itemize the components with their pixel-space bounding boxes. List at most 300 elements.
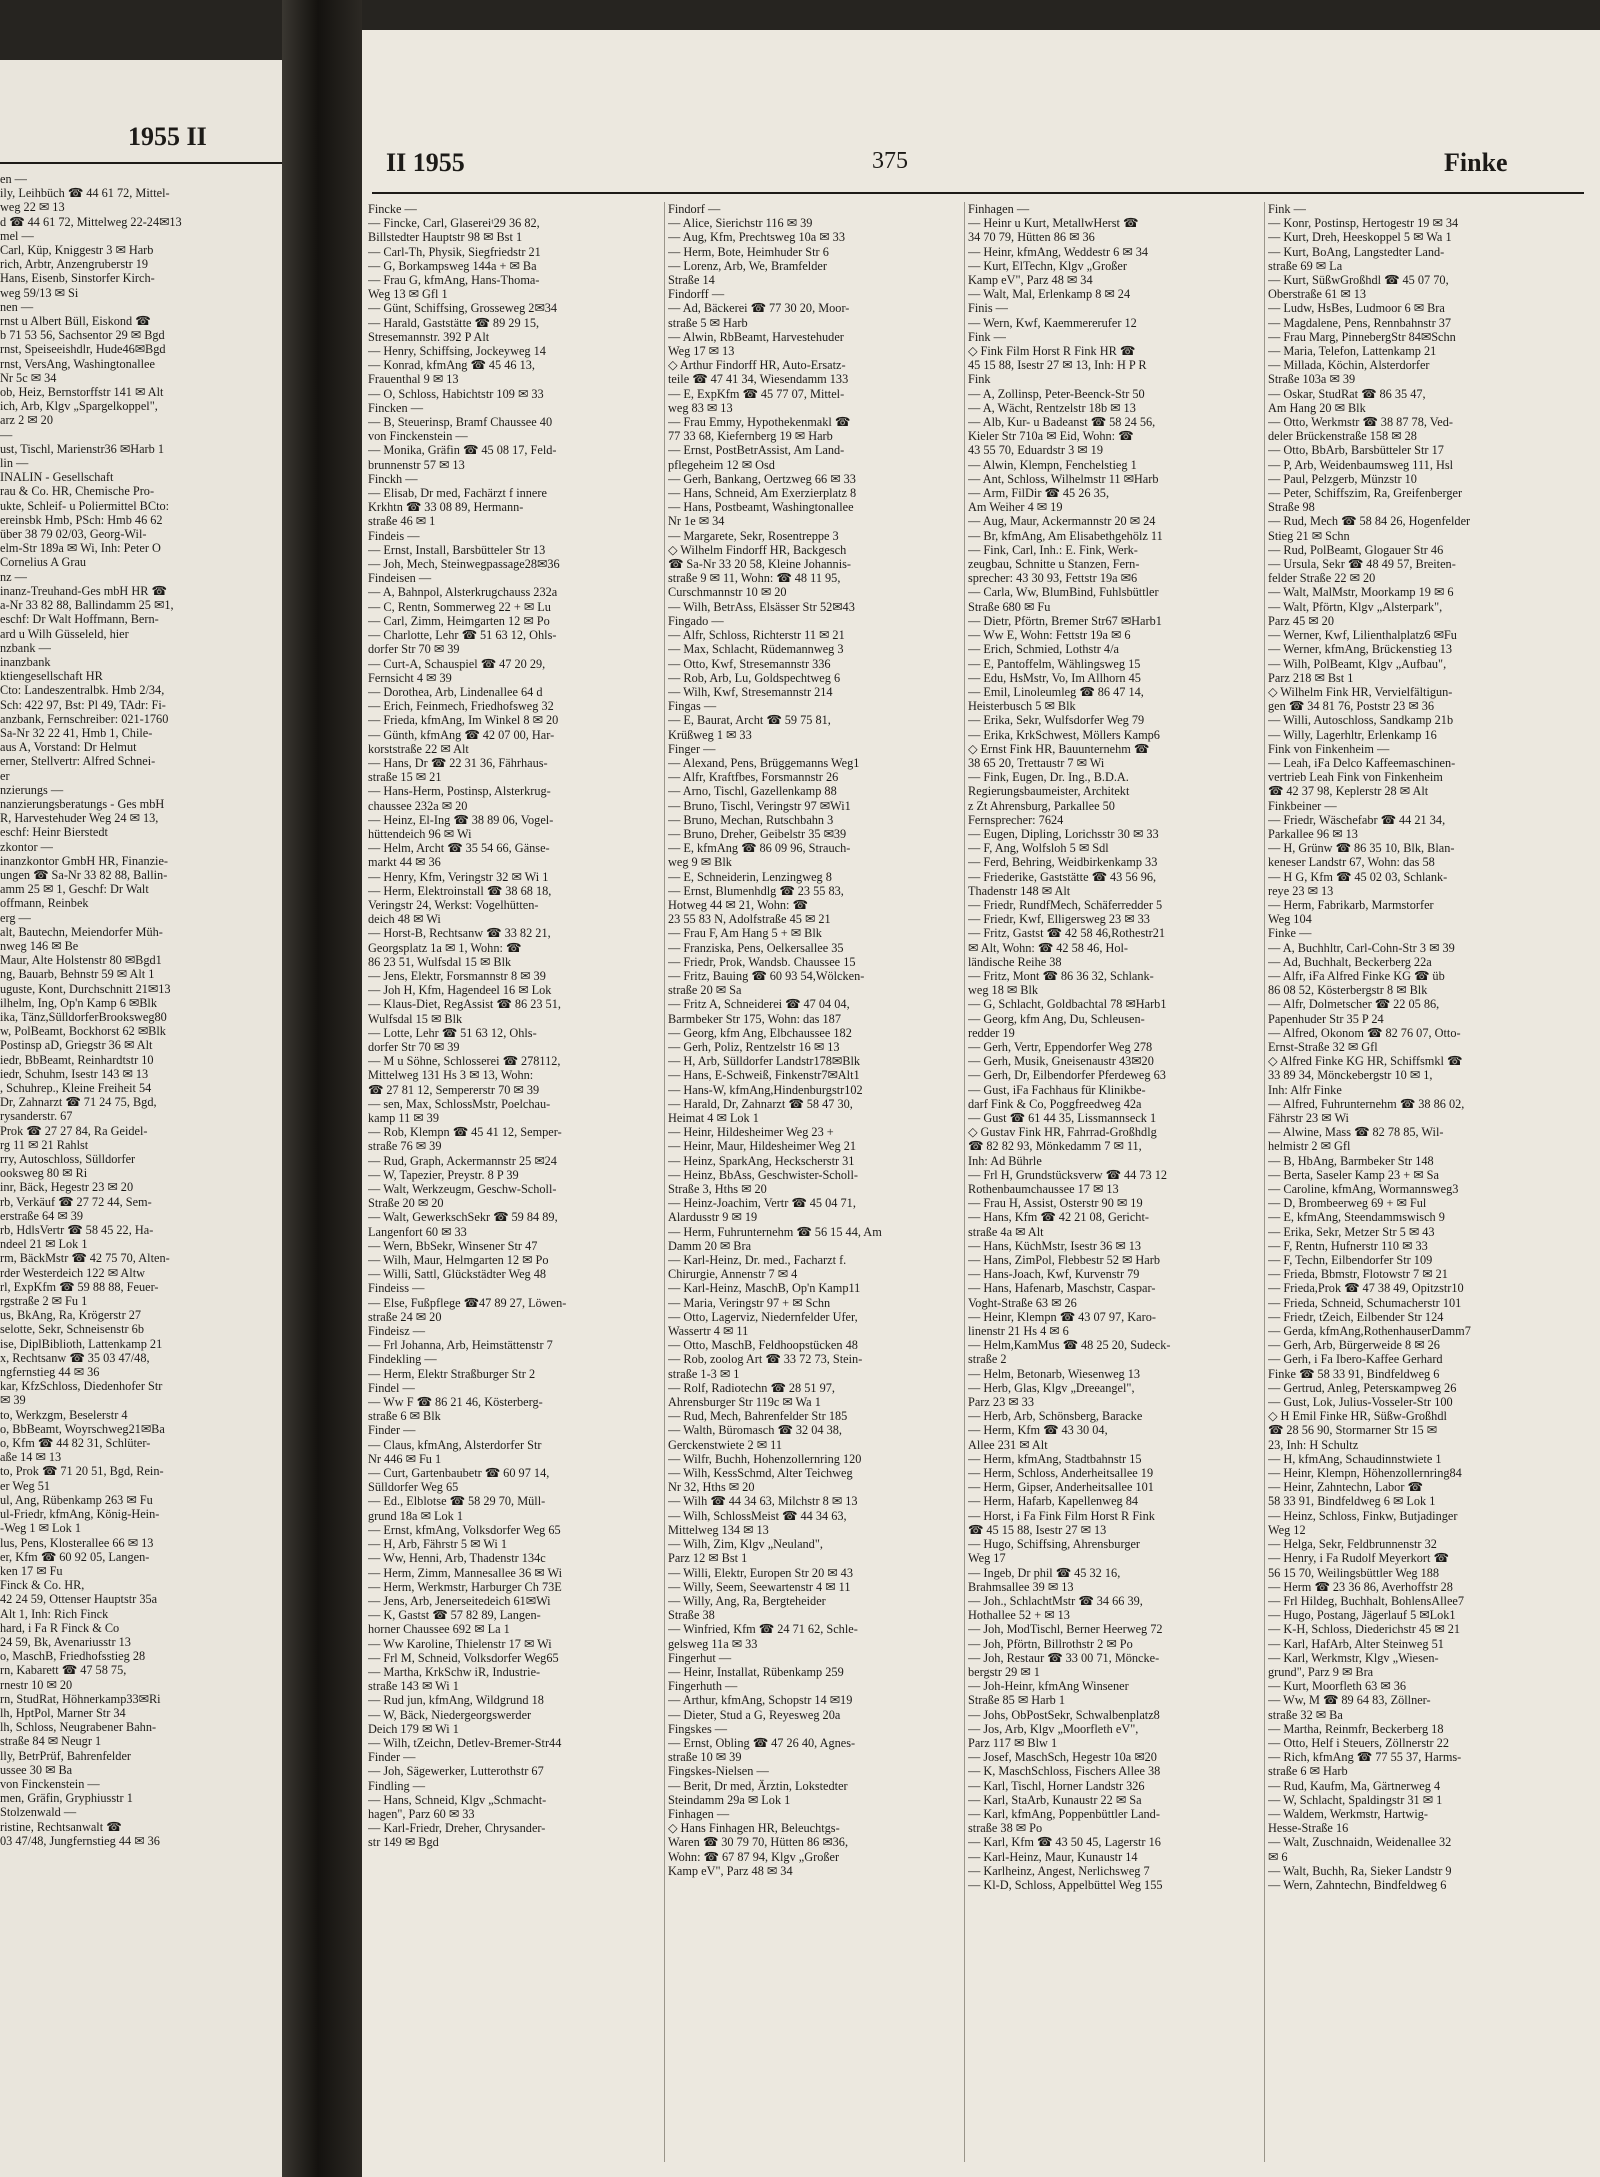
directory-entry-line: keneser Landstr 67, Wohn: das 58 (1268, 855, 1435, 870)
directory-entry-line: — A, Wächt, Rentzelstr 18b ✉ 13 (968, 400, 1136, 415)
directory-entry-line: Finhagen — (668, 1806, 730, 1821)
directory-entry-line: — Helm, Archt ☎ 35 54 66, Gänse- (368, 841, 550, 856)
directory-entry-line: straße 9 ✉ 11, Wohn: ☎ 48 11 95, (668, 571, 841, 586)
directory-entry-line: — Dietr, Pförtn, Bremer Str67 ✉Harb1 (968, 613, 1162, 628)
directory-entry-line: — Harald, Gaststätte ☎ 89 29 15, (368, 315, 540, 330)
directory-entry-line: kamp 11 ✉ 39 (368, 1111, 439, 1125)
directory-entry-line: mel — (0, 228, 34, 243)
directory-entry-line: lin — (0, 456, 29, 471)
directory-entry-line: ☎ 82 82 93, Mönkedamm 7 ✉ 11, (968, 1139, 1142, 1154)
directory-entry-line: lh, Schloss, Neugrabener Bahn- (0, 1720, 157, 1735)
directory-entry-line: — A, Buchhltr, Carl-Cohn-Str 3 ✉ 39 (1268, 940, 1455, 955)
directory-entry-line: ndeel 21 ✉ Lok 1 (0, 1237, 88, 1252)
directory-entry-line: Finder — (368, 1750, 416, 1765)
directory-entry-line: Finck & Co. HR, (0, 1578, 85, 1593)
directory-entry-line: — Karl, StaArb, Kunaustr 22 ✉ Sa (968, 1792, 1142, 1807)
directory-entry-line: — Aug, Kfm, Prechtsweg 10a ✉ 33 (668, 230, 845, 245)
directory-entry-line: sprecher: 43 30 93, Fettstr 19a ✉6 (968, 571, 1138, 586)
directory-entry-line: — Günt, Schiffsing, Grosseweg 2✉34 (368, 301, 558, 316)
directory-entry-line: deich 48 ✉ Wi (368, 912, 441, 927)
directory-entry-line: Krüßweg 1 ✉ 33 (668, 727, 752, 742)
directory-entry-line: — Alfr, Dolmetscher ☎ 22 05 86, (1268, 997, 1440, 1012)
directory-entry-line: — H, Grünw ☎ 86 35 10, Blk, Blan- (1268, 841, 1455, 856)
directory-entry-line: chaussee 232a ✉ 20 (368, 798, 468, 813)
directory-entry-line: Allee 231 ✉ Alt (968, 1437, 1048, 1452)
directory-entry-line: — Walt, Mal, Erlenkamp 8 ✉ 24 (968, 287, 1131, 302)
directory-entry-line: — Heinr, Klempn ☎ 43 07 97, Karo- (968, 1309, 1156, 1324)
directory-entry-line: — Franziska, Pens, Oelkersallee 35 (668, 940, 844, 955)
directory-entry-line: — Herm, Elektr Straßburger Str 2 (368, 1366, 536, 1381)
directory-entry-line: rnst, VersAng, Washingtonallee (0, 356, 155, 371)
directory-entry-line: Fink — (968, 329, 1006, 344)
directory-entry-line: — Fink, Eugen, Dr. Ing., B.D.A. (968, 770, 1129, 785)
directory-entry-line: Parz 45 ✉ 20 (1268, 613, 1334, 628)
directory-entry-line: — Kurt, ElTechn, Klgv „Großer (968, 258, 1127, 273)
directory-entry-line: — Helm,KamMus ☎ 48 25 20, Sudeck- (968, 1338, 1171, 1353)
directory-entry-line: — Johs, ObPostSekr, Schwalbenplatz8 (968, 1707, 1160, 1722)
directory-entry-line: nweg 146 ✉ Be (0, 938, 79, 953)
directory-entry-line: — Frau Emmy, Hypothekenmakl ☎ (668, 415, 851, 430)
directory-entry-line: — Walth, Büromasch ☎ 32 04 38, (668, 1423, 842, 1438)
directory-entry-line: x, Rechtsanw ☎ 35 03 47/48, (0, 1350, 150, 1365)
directory-entry-line: — Hans-Herm, Postinsp, Alsterkrug- (368, 784, 551, 799)
directory-entry-line: — Alexand, Pens, Brüggemanns Weg1 (668, 755, 860, 770)
directory-entry-line: — Erika, KrkSchwest, Möllers Kamp6 (968, 727, 1160, 742)
directory-entry-line: 43 55 70, Eduardstr 3 ✉ 19 (968, 443, 1103, 458)
directory-entry-line: — Magdalene, Pens, Rennbahnstr 37 (1268, 315, 1452, 330)
directory-entry-line: ◇ Hans Finhagen HR, Beleuchtgs- (668, 1821, 840, 1836)
directory-entry-line: Mittelweg 131 Hs 3 ✉ 13, Wohn: (368, 1068, 534, 1083)
directory-entry-line: ✉ 6 (1268, 1849, 1288, 1864)
directory-entry-line: — Eugen, Dipling, Lorichsstr 30 ✉ 33 (968, 826, 1159, 841)
directory-entry-line: vertrieb Leah Fink von Finkenheim (1268, 770, 1443, 785)
directory-entry-line: — Wern, Zahntechn, Bindfeldweg 6 (1268, 1877, 1447, 1892)
directory-entry-line: — Rob, Klempn ☎ 45 41 12, Semper- (368, 1125, 562, 1140)
directory-entry-line: straße 46 ✉ 1 (368, 514, 436, 529)
directory-entry-line: Finder — (368, 1423, 416, 1438)
directory-entry-line: Finger — (668, 741, 716, 756)
directory-entry-line: — Bruno, Mechan, Rutschbahn 3 (668, 812, 834, 827)
directory-entry-line: — Otto, Kwf, Stresemannstr 336 (668, 656, 831, 671)
directory-entry-line: — Herm, Fabrikarb, Marmstorfer (1268, 897, 1434, 912)
directory-entry-line: pflegeheim 12 ✉ Osd (668, 457, 775, 472)
directory-entry-line: — Erich, Schmied, Lothstr 4/a (968, 642, 1119, 657)
directory-entry-line: — Jens, Arb, Jenerseitedeich 61✉Wi (368, 1593, 551, 1608)
directory-entry-line: — Ernst, Blumenhdlg ☎ 23 55 83, (668, 883, 844, 898)
directory-entry-line: Nr 446 ✉ Fu 1 (368, 1451, 442, 1466)
directory-entry-line: o, BbBeamt, Woyrschweg21✉Ba (0, 1421, 165, 1436)
directory-entry-line: Maur, Alte Holstenstr 80 ✉Bgd1 (0, 953, 162, 968)
directory-entry-line: Fingerhuth — (668, 1679, 738, 1694)
directory-entry-line: helmistr 2 ✉ Gfl (1268, 1139, 1351, 1154)
directory-entry-line: — Konr, Postinsp, Hertogestr 19 ✉ 34 (1268, 216, 1459, 231)
directory-entry-line: — Hans, E-Schweiß, Finkenstr7✉Alt1 (668, 1068, 860, 1083)
directory-entry-line: markt 44 ✉ 36 (368, 855, 441, 870)
directory-entry-line: er (0, 768, 10, 783)
directory-entry-line: Sa-Nr 32 22 41, Hmb 1, Chile- (0, 725, 153, 740)
directory-entry-line: felder Straße 22 ✉ 20 (1268, 571, 1376, 586)
directory-entry-line: Georgsplatz 1a ✉ 1, Wohn: ☎ (368, 940, 522, 955)
directory-entry-line: — Hugo, Schiffsing, Ahrensburger (968, 1537, 1141, 1552)
directory-entry-line: ✉ Alt, Wohn: ☎ 42 58 46, Hol- (968, 940, 1129, 955)
directory-entry-line: to, Werkzgm, Beselerstr 4 (0, 1407, 128, 1422)
directory-entry-line: — Henry, i Fa Rudolf Meyerkort ☎ (1268, 1551, 1449, 1566)
directory-entry-line: weg 22 ✉ 13 (0, 200, 65, 215)
directory-entry-line: 42 24 59, Ottenser Hauptstr 35a (0, 1592, 158, 1607)
directory-entry-line: — Herm, Elektroinstall ☎ 38 68 18, (368, 883, 552, 898)
directory-entry-line: — Josef, MaschSch, Hegestr 10a ✉20 (968, 1750, 1157, 1765)
directory-entry-line: — O, Schloss, Habichtstr 109 ✉ 33 (368, 386, 544, 401)
directory-entry-line: rder Westerdeich 122 ✉ Altw (0, 1265, 145, 1280)
directory-entry-line: — Gerh, Poliz, Rentzelstr 16 ✉ 13 (668, 1039, 840, 1054)
directory-entry-line: — H, kfmAng, Schaudinnstwiete 1 (1268, 1451, 1442, 1466)
directory-entry-line: — Wern, BbSekr, Winsener Str 47 (368, 1238, 538, 1253)
directory-entry-line: Fincken — (368, 400, 423, 415)
directory-entry-line: Langenfort 60 ✉ 33 (368, 1224, 467, 1239)
directory-entry-line: — Gerh, Vertr, Eppendorfer Weg 278 (968, 1039, 1153, 1054)
directory-entry-line: rb, HdlsVertr ☎ 58 45 22, Ha- (0, 1223, 154, 1238)
directory-entry-line: Weg 12 (1268, 1522, 1306, 1537)
directory-entry-line: — Ad, Bäckerei ☎ 77 30 20, Moor- (668, 301, 850, 316)
directory-entry-line: Fink von Finkenheim — (1268, 741, 1390, 756)
directory-entry-line: erner, Stellvertr: Alfred Schnei- (0, 754, 156, 769)
directory-entry-line: — Ernst, kfmAng, Volksdorfer Weg 65 (368, 1522, 561, 1537)
directory-entry-line: ◇ Ernst Fink HR, Bauunternehm ☎ (968, 741, 1150, 756)
directory-entry-line: Hothallee 52 + ✉ 13 (968, 1608, 1070, 1623)
directory-entry-line: — Herb, Glas, Klgv „Dreeangel", (968, 1380, 1135, 1395)
directory-entry-line: — Carla, Ww, BlumBind, Fuhlsbüttler (968, 585, 1159, 600)
directory-entry-line: — Charlotte, Lehr ☎ 51 63 12, Ohls- (368, 628, 557, 643)
directory-entry-line: — Walt, Zuschnaidn, Weidenallee 32 (1268, 1835, 1452, 1850)
directory-entry-line: Fingas — (668, 699, 717, 714)
directory-entry-line: b 71 53 56, Sachsentor 29 ✉ Bgd (0, 328, 165, 343)
directory-entry-line: — M u Söhne, Schlosserei ☎ 278112, (368, 1054, 561, 1069)
directory-entry-line: — Rud, Mech ☎ 58 84 26, Hogenfelder (1268, 514, 1471, 529)
directory-entry-line: — Alb, Kur- u Badeanst ☎ 58 24 56, (968, 415, 1156, 430)
directory-entry-line: — Else, Fußpflege ☎47 89 27, Löwen- (368, 1295, 567, 1310)
directory-entry-line: rn, StudRat, Höhnerkamp33✉Ri (0, 1691, 161, 1706)
directory-entry-line: — P, Arb, Weidenbaumsweg 111, Hsl (1268, 457, 1454, 472)
directory-entry-line: 38 65 20, Trettaustr 7 ✉ Wi (968, 755, 1105, 770)
directory-entry-line: z Zt Ahrensburg, Parkallee 50 (968, 798, 1115, 813)
directory-entry-line: — Herm, kfmAng, Stadtbahnstr 15 (968, 1451, 1142, 1466)
directory-entry-line: — Willy, Seem, Seewartenstr 4 ✉ 11 (668, 1579, 851, 1594)
directory-entry-line: — Frl M, Schneid, Volksdorfer Weg65 (368, 1650, 559, 1665)
directory-entry-line: — Aug, Maur, Ackermannstr 20 ✉ 24 (968, 514, 1156, 529)
directory-entry-line: Findeisz — (368, 1324, 426, 1339)
directory-entry-line: — Alwin, Klempn, Fenchelstieg 1 (968, 457, 1137, 472)
directory-entry-line: — Fritz A, Schneiderei ☎ 47 04 04, (668, 997, 850, 1012)
directory-entry-line: Fernsicht 4 ✉ 39 (368, 670, 452, 685)
directory-entry-line: bergstr 29 ✉ 1 (968, 1664, 1040, 1679)
directory-entry-line: ooksweg 80 ✉ Ri (0, 1166, 88, 1181)
directory-entry-line: straße 76 ✉ 39 (368, 1139, 442, 1154)
directory-entry-line: ily, Leihbüch ☎ 44 61 72, Mittel- (0, 186, 170, 201)
directory-entry-line: — Hans, Schneid, Klgv „Schmacht- (368, 1792, 547, 1807)
directory-entry-line: d ☎ 44 61 72, Mittelweg 22-24✉13 (0, 214, 182, 229)
directory-entry-line: — Rud, Mech, Bahrenfelder Str 185 (668, 1409, 848, 1424)
directory-entry-line: — Rud, Graph, Ackermannstr 25 ✉24 (368, 1153, 557, 1168)
directory-entry-line: — Rolf, Radiotechn ☎ 28 51 97, (668, 1380, 835, 1395)
directory-entry-line: — Erika, Sekr, Metzer Str 5 ✉ 43 (1268, 1224, 1435, 1239)
directory-entry-line: straße 38 ✉ Po (968, 1821, 1043, 1836)
directory-entry-line: Barmbeker Str 175, Wohn: das 187 (668, 1011, 841, 1026)
directory-entry-line: kar, KfzSchloss, Diedenhofer Str (0, 1379, 163, 1394)
directory-entry-line: en — (0, 172, 27, 186)
directory-entry-line: — Rud, PolBeamt, Glogauer Str 46 (1268, 542, 1444, 557)
directory-entry-line: Parz 117 ✉ Blw 1 (968, 1735, 1058, 1750)
directory-entry-line: Weg 17 (968, 1551, 1006, 1566)
directory-entry-line: — Wilh, tZeichn, Detlev-Bremer-Str44 (368, 1735, 562, 1750)
directory-entry-line: — Walt, Pförtn, Klgv „Alsterpark", (1268, 599, 1443, 614)
directory-entry-line: — K, MaschSchloss, Fischers Allee 38 (968, 1764, 1161, 1779)
directory-entry-line: reye 23 ✉ 13 (1268, 883, 1334, 898)
directory-entry-line: nen — (0, 299, 34, 314)
directory-entry-line: selotte, Sekr, Schneisenstr 6b (0, 1322, 144, 1337)
directory-entry-line: — Gerh, Musik, Gneisenaustr 43✉20 (968, 1054, 1154, 1069)
directory-entry-line: hagen", Parz 60 ✉ 33 (368, 1806, 475, 1821)
directory-entry-line: zkontor — (0, 839, 53, 854)
directory-entry-line: Ernst-Straße 32 ✉ Gfl (1268, 1039, 1378, 1054)
directory-entry-line: ust, Tischl, Marienstr36 ✉Harb 1 (0, 441, 165, 456)
directory-entry-line: — Caroline, kfmAng, Wormannsweg3 (1268, 1182, 1459, 1197)
directory-entry-line: — Frieda,Prok ☎ 47 38 49, Opitzstr10 (1268, 1281, 1464, 1296)
directory-entry-line: rgstraße 2 ✉ Fu 1 (0, 1294, 88, 1309)
directory-entry-line: — Willy, Ang, Ra, Bergteheider (668, 1593, 826, 1608)
directory-entry-line: ul, Ang, Rübenkamp 263 ✉ Fu (0, 1492, 153, 1507)
directory-entry-line: nanzierungsberatungs - Ges mbH (0, 796, 165, 811)
directory-entry-line: — Karlheinz, Angest, Nerlichsweg 7 (968, 1863, 1150, 1878)
directory-entry-line: — Klaus-Diet, RegAssist ☎ 86 23 51, (368, 997, 561, 1012)
directory-entry-line: erg — (0, 910, 31, 925)
directory-entry-line: — Claus, kfmAng, Alsterdorfer Str (368, 1437, 542, 1452)
directory-entry-line: iedr, BbBeamt, Reinhardtstr 10 (0, 1052, 154, 1067)
directory-entry-line: Regierungsbaumeister, Architekt (968, 784, 1130, 799)
directory-entry-line: straße 32 ✉ Ba (1268, 1707, 1343, 1722)
directory-entry-line: — Frieda, Schneid, Schumacherstr 101 (1268, 1295, 1462, 1310)
directory-entry-line: lus, Pens, Klosterallee 66 ✉ 13 (0, 1535, 154, 1550)
directory-entry-line: Straße 20 ✉ 20 (368, 1196, 444, 1211)
directory-entry-line: — Hugo, Postang, Jägerlauf 5 ✉Lok1 (1268, 1608, 1456, 1623)
right-running-head-right: Finke (1444, 148, 1508, 177)
directory-entry-line: von Finckenstein — (0, 1776, 100, 1791)
directory-entry-line: rb, Verkäuf ☎ 27 72 44, Sem- (0, 1194, 152, 1209)
directory-entry-line: ngfernstieg 44 ✉ 36 (0, 1365, 100, 1380)
directory-entry-line: — H, Arb, Fährstr 5 ✉ Wi 1 (368, 1537, 508, 1552)
directory-entry-line: — Wilh ☎ 44 34 63, Milchstr 8 ✉ 13 (668, 1494, 858, 1509)
directory-entry-line: — Ww Karoline, Thielenstr 17 ✉ Wi (368, 1636, 552, 1651)
directory-entry-line: — W, Tapezier, Preystr. 8 P 39 (368, 1167, 519, 1182)
directory-entry-line: — Winfried, Kfm ☎ 24 71 62, Schle- (668, 1622, 858, 1637)
directory-entry-line: — Ferd, Behring, Weidbirkenkamp 33 (968, 855, 1158, 870)
left-page-column (0, 172, 276, 2132)
directory-entry-line: — Kurt, Moorfleth 63 ✉ 36 (1268, 1679, 1407, 1694)
directory-entry-line: ard u Wilh Güsseleld, hier (0, 626, 129, 641)
directory-entry-line: eschf: Dr Walt Hoffmann, Bern- (0, 612, 159, 627)
directory-entry-line: Fingskes — (668, 1721, 728, 1736)
directory-entry-line: eschf: Heinr Bierstedt (0, 825, 108, 840)
directory-entry-line: — Ww, M ☎ 89 64 83, Zöllner- (1268, 1693, 1431, 1708)
directory-entry-line: Straße 85 ✉ Harb 1 (968, 1693, 1066, 1708)
directory-entry-line: — Monika, Gräfin ☎ 45 08 17, Feld- (368, 443, 557, 458)
directory-entry-line: o, Kfm ☎ 44 82 31, Schlüter- (0, 1436, 151, 1451)
directory-entry-line: iedr, Schuhm, Isestr 143 ✉ 13 (0, 1066, 149, 1081)
directory-entry-line: ☎ 27 81 12, Sempererstr 70 ✉ 39 (368, 1082, 540, 1097)
directory-entry-line: ◇ Gustav Fink HR, Fahrrad-Großhdlg (968, 1125, 1157, 1140)
directory-entry-line: — Heinr, Klempn, Höhenzollernring84 (1268, 1466, 1462, 1481)
directory-entry-line: — Heinz, El-Ing ☎ 38 89 06, Vogel- (368, 812, 554, 827)
directory-entry-line: — Frieda, Bbmstr, Flotowstr 7 ✉ 21 (1268, 1267, 1448, 1282)
directory-entry-line: inanzkontor GmbH HR, Finanzie- (0, 853, 169, 868)
directory-entry-line: Straße 98 (1268, 500, 1315, 515)
directory-entry-line: — Maria, Veringstr 97 + ✉ Schn (668, 1295, 831, 1310)
directory-entry-line: Findeis — (368, 528, 420, 543)
directory-entry-line: Cto: Landeszentralbk. Hmb 2/34, (0, 683, 165, 698)
directory-entry-line: — Berta, Saseler Kamp 23 + ✉ Sa (1268, 1167, 1439, 1182)
directory-entry-line: INALIN - Gesellschaft (0, 470, 114, 485)
directory-entry-line: Wassertr 4 ✉ 11 (668, 1324, 749, 1339)
directory-entry-line: Wulfsdal 15 ✉ Blk (368, 1011, 463, 1026)
directory-entry-line: — Martha, KrkSchw iR, Industrie- (368, 1664, 541, 1679)
directory-entry-line: — Friedr, tZeich, Eilbender Str 124 (1268, 1309, 1444, 1324)
directory-entry-line: Wohn: ☎ 67 87 94, Klgv „Großer (668, 1849, 840, 1864)
left-header-rule (0, 162, 282, 164)
directory-entry-line: — Ingeb, Dr phil ☎ 45 32 16, (968, 1565, 1121, 1580)
directory-entry-line: — Hans, Postbeamt, Washingtonallee (668, 500, 854, 515)
directory-entry-line: ☎ 28 56 90, Stormarner Str 15 ✉ (1268, 1423, 1438, 1438)
directory-entry-line: Frauenthal 9 ✉ 13 (368, 372, 459, 387)
directory-entry-line: ✉ 39 (0, 1393, 26, 1408)
directory-entry-line: Parz 23 ✉ 33 (968, 1395, 1034, 1410)
directory-column-3 (968, 202, 1261, 2162)
directory-entry-line: teile ☎ 47 41 34, Wiesendamm 133 (668, 372, 849, 387)
directory-entry-line: — Rich, kfmAng ☎ 77 55 37, Harms- (1268, 1750, 1462, 1765)
directory-entry-line: — Arm, FilDir ☎ 45 26 35, (968, 486, 1110, 501)
directory-entry-line: — Herm, Zimm, Mannesallee 36 ✉ Wi (368, 1565, 562, 1580)
directory-entry-line: R, Harvestehuder Weg 24 ✉ 13, (0, 811, 159, 826)
directory-entry-line: — Joh, Mech, Steinwegpassage28✉36 (368, 557, 560, 572)
directory-entry-line: — Horst, i Fa Fink Film Horst R Fink (968, 1508, 1155, 1523)
directory-entry-line: — Wilh, PolBeamt, Klgv „Aufbau", (1268, 656, 1447, 671)
directory-column-4 (1268, 202, 1561, 2162)
directory-entry-line: — Hans, Kfm ☎ 42 21 08, Gericht- (968, 1210, 1149, 1225)
directory-entry-line: — Joh, Pförtn, Billrothstr 2 ✉ Po (968, 1636, 1133, 1651)
directory-entry-line: Fingado — (668, 613, 724, 628)
directory-entry-line: — Gust ☎ 61 44 35, Lissmannseck 1 (968, 1111, 1157, 1125)
directory-entry-line: nz — (0, 569, 27, 584)
directory-entry-line: — Helga, Sekr, Feldbrunnenstr 32 (1268, 1537, 1437, 1552)
directory-entry-line: Dr, Zahnarzt ☎ 71 24 75, Bgd, (0, 1095, 157, 1110)
directory-entry-line: Heisterbusch 5 ✉ Blk (968, 699, 1076, 714)
directory-entry-line: — Gerh, i Fa Ibero-Kaffee Gerhard (1268, 1352, 1443, 1367)
directory-entry-line: — Willi, Elektr, Europen Str 20 ✉ 43 (668, 1565, 853, 1580)
directory-entry-line: straße 2 (968, 1352, 1007, 1367)
directory-entry-line: — Rob, Arb, Lu, Goldspechtweg 6 (668, 670, 841, 685)
directory-entry-line: — Joh H, Kfm, Hagendeel 16 ✉ Lok (368, 983, 552, 998)
directory-entry-line: — E, kfmAng ☎ 86 09 96, Strauch- (668, 841, 851, 856)
directory-entry-line: zeugbau, Schnitte u Stanzen, Fern- (968, 557, 1140, 572)
directory-entry-line: — Ernst, Obling ☎ 47 26 40, Agnes- (668, 1735, 856, 1750)
directory-entry-line: — Heinr, Installat, Rübenkamp 259 (668, 1664, 844, 1679)
directory-entry-line: — Wilh, Zim, Klgv „Neuland", (668, 1537, 823, 1552)
directory-entry-line: — Gust, iFa Fachhaus für Klinikbe- (968, 1082, 1146, 1097)
directory-entry-line: — Friedr, RundfMech, Schäferredder 5 (968, 897, 1163, 912)
directory-entry-line: Fernsprecher: 7624 (968, 812, 1064, 827)
directory-entry-line: straße 143 ✉ Wi 1 (368, 1679, 459, 1694)
directory-entry-line: Stresemannstr. 392 P Alt (368, 329, 490, 344)
directory-entry-line: ◇ Wilhelm Findorff HR, Backgesch (668, 542, 847, 557)
directory-entry-line: — A, Zollinsp, Peter-Beenck-Str 50 (968, 386, 1145, 401)
directory-entry-line: ◇ H Emil Finke HR, Süßw-Großhdl (1268, 1409, 1447, 1424)
directory-entry-line: inanz-Treuhand-Ges mbH HR ☎ (0, 583, 167, 598)
directory-entry-line: weg 59/13 ✉ Si (0, 285, 79, 300)
directory-entry-line: Finckh — (368, 471, 418, 486)
directory-entry-line: — Werner, kfmAng, Brückenstieg 13 (1268, 642, 1453, 657)
right-header-rule (372, 192, 1584, 194)
directory-entry-line: Straße 103a ✉ 39 (1268, 372, 1356, 387)
directory-entry-line: — B, HbAng, Barmbeker Str 148 (1268, 1153, 1434, 1168)
directory-entry-line: — Wilfr, Buchh, Hohenzollernring 120 (668, 1451, 862, 1466)
directory-entry-line: — Heinz, BbAss, Geschwister-Scholl- (668, 1167, 858, 1182)
directory-entry-line: — Karl, HafArb, Alter Steinweg 51 (1268, 1636, 1444, 1651)
directory-entry-line: — Gerh, Arb, Bürgerweide 8 ✉ 26 (1268, 1338, 1440, 1353)
directory-entry-line: -Weg 1 ✉ Lok 1 (0, 1521, 82, 1536)
directory-entry-line: rg 11 ✉ 21 Rahlst (0, 1137, 89, 1152)
directory-entry-line: Findorff — (668, 287, 725, 302)
directory-entry-line: — Edu, HsMstr, Vo, Im Allhorn 45 (968, 670, 1141, 685)
directory-entry-line: — Harald, Dr, Zahnarzt ☎ 58 47 30, (668, 1096, 853, 1111)
directory-entry-line: — Gerh, Dr, Eilbendorfer Pferdeweg 63 (968, 1068, 1166, 1083)
column-divider (1264, 202, 1265, 2162)
directory-entry-line: — Frau Marg, PinnebergStr 84✉Schn (1268, 329, 1456, 344)
directory-entry-line: Nr 5c ✉ 34 (0, 370, 57, 385)
directory-entry-line: Kamp eV", Parz 48 ✉ 34 (668, 1863, 793, 1878)
directory-entry-line: — Joh, ModTischl, Berner Heerweg 72 (968, 1622, 1163, 1637)
directory-entry-line: Fink (968, 372, 991, 387)
directory-entry-line: weg 83 ✉ 13 (668, 400, 733, 415)
directory-entry-line: — Ant, Schloss, Wilhelmstr 11 ✉Harb (968, 471, 1159, 486)
directory-entry-line: — Elisab, Dr med, Fachärzt f innere (368, 486, 547, 501)
directory-entry-line: — Ww, Henni, Arb, Thadenstr 134c (368, 1551, 546, 1566)
directory-entry-line: — F, Techn, Eilbendorfer Str 109 (1268, 1253, 1433, 1268)
directory-entry-line: — Herm, Schloss, Anderheitsallee 19 (968, 1466, 1154, 1481)
directory-entry-line: — W, Bäck, Niedergeorgswerder (368, 1707, 532, 1722)
directory-entry-line: ◇ Fink Film Horst R Fink HR ☎ (968, 344, 1136, 359)
directory-entry-line: — Fincke, Carl, Glasereiᵗ29 36 82, (368, 216, 540, 231)
directory-entry-line: Veringstr 24, Werkst: Vogelhütten- (368, 897, 539, 912)
directory-entry-line: — Lorenz, Arb, We, Bramfelder (668, 258, 827, 273)
directory-entry-line: 58 33 91, Bindfeldweg 6 ✉ Lok 1 (1268, 1494, 1436, 1509)
directory-entry-line: weg 18 ✉ Blk (968, 983, 1039, 998)
directory-entry-line: — Henry, Schiffsing, Jockeyweg 14 (368, 344, 546, 359)
directory-entry-line: — Joh-Heinr, kfmAng Winsener (968, 1679, 1129, 1694)
directory-entry-line: ob, Heiz, Bernstorffstr 141 ✉ Alt (0, 385, 164, 400)
directory-entry-line: — Otto, Werkmstr ☎ 38 87 78, Ved- (1268, 415, 1453, 430)
directory-entry-line: ereinsbk Hmb, PSch: Hmb 46 62 (0, 512, 163, 527)
directory-entry-line: — Carl-Th, Physik, Siegfriedstr 21 (368, 244, 541, 259)
directory-entry-line: — E, ExpKfm ☎ 45 77 07, Mittel- (668, 386, 845, 401)
directory-entry-line: 45 15 88, Isestr 27 ✉ 13, Inh: H P R (968, 358, 1147, 373)
directory-entry-line: — Herb, Arb, Schönsberg, Baracke (968, 1409, 1143, 1424)
directory-entry-line: — Arthur, kfmAng, Schopstr 14 ✉19 (668, 1693, 853, 1708)
directory-entry-line: Billstedter Hauptstr 98 ✉ Bst 1 (368, 230, 523, 245)
directory-entry-line: Cornelius A Grau (0, 555, 87, 570)
directory-entry-line: weg 9 ✉ Blk (668, 855, 732, 870)
directory-entry-line: ukte, Schleif- u Poliermittel BCto: (0, 498, 170, 513)
directory-entry-line: — Alfred, Okonom ☎ 82 76 07, Otto- (1268, 1025, 1461, 1040)
directory-entry-line: Stolzenwald — (0, 1805, 77, 1820)
directory-entry-line: Findorf — (668, 202, 721, 216)
